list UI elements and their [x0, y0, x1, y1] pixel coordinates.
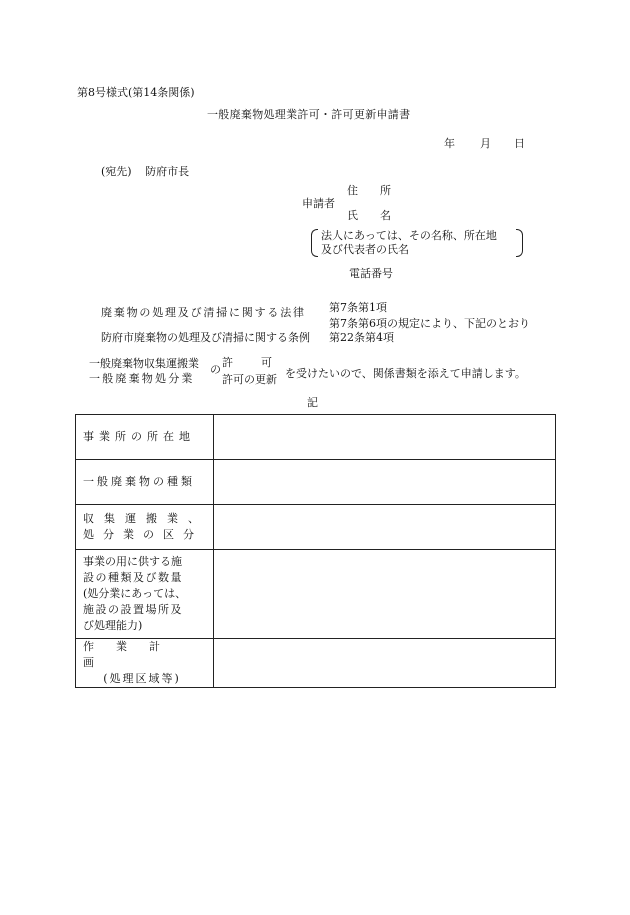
table-row-work-plan [76, 639, 556, 688]
article-3: 第22条第4項 [329, 331, 394, 344]
business-type-collection: 一般廃棄物収集運搬業 [89, 357, 199, 370]
note-line-2: 及び代表者の氏名 [321, 243, 409, 256]
application-table [75, 414, 556, 688]
submit-statement: を受けたいので、関係書類を添えて申請します。 [285, 367, 526, 380]
addressee [101, 165, 189, 178]
applicant-label: 申請者 [302, 197, 335, 210]
ordinance-name: 防府市廃棄物の処理及び清掃に関する条例 [101, 331, 310, 344]
business-category-label: 収集運搬業、 処分業の区分 [76, 505, 214, 550]
particle-no: の [210, 363, 221, 376]
note-line-1: 法人にあっては、その名称、所在地 [321, 229, 497, 242]
note-bracket-left [311, 229, 318, 257]
document-title: 一般廃棄物処理業許可・許可更新申請書 [207, 108, 411, 121]
waste-type-label: 一般廃棄物の種類 [76, 460, 214, 505]
law-name: 廃棄物の処理及び清掃に関する法律 [101, 306, 306, 319]
facilities-field[interactable] [213, 550, 555, 639]
article-2: 第7条第6項の規定により、下記のとおり [329, 317, 530, 330]
business-category-field[interactable] [213, 505, 555, 550]
permit-char-2: 可 [261, 356, 272, 369]
date-day-label: 日 [514, 137, 525, 150]
table-row-waste-type [76, 460, 556, 505]
office-location-label: 事業所の所在地 [76, 415, 214, 460]
form-number: 第8号様式(第14条関係) [77, 86, 195, 99]
business-type-disposal: 一般廃棄物処分業 [89, 372, 195, 385]
work-plan-field[interactable] [213, 639, 555, 688]
addressee-name: 防府市長 [145, 165, 190, 178]
facilities-label: 事業の用に供する施 設の種類及び数量 (処分業にあっては、 施設の設置場所及 び処理能力) [76, 550, 214, 639]
work-plan-label: 作業計画 (処理区域等) [76, 639, 214, 688]
date-month-label: 月 [480, 137, 491, 150]
table-row-business-category [76, 505, 556, 550]
addressee-to-label: (宛先) [101, 165, 132, 178]
name-label: 氏 名 [347, 209, 391, 222]
permit-char-1: 許 [222, 356, 233, 369]
ki-heading: 記 [307, 396, 318, 409]
date-year-label: 年 [444, 137, 455, 150]
phone-label: 電話番号 [349, 267, 393, 280]
note-bracket-right [516, 229, 523, 257]
address-label: 住 所 [347, 184, 391, 197]
waste-type-field[interactable] [213, 460, 555, 505]
permit-label [222, 356, 272, 369]
permit-renewal-label: 許可の更新 [222, 373, 277, 386]
table-row-facilities [76, 550, 556, 639]
office-location-field[interactable] [213, 415, 555, 460]
table-row-office-location [76, 415, 556, 460]
article-1: 第7条第1項 [329, 301, 387, 314]
